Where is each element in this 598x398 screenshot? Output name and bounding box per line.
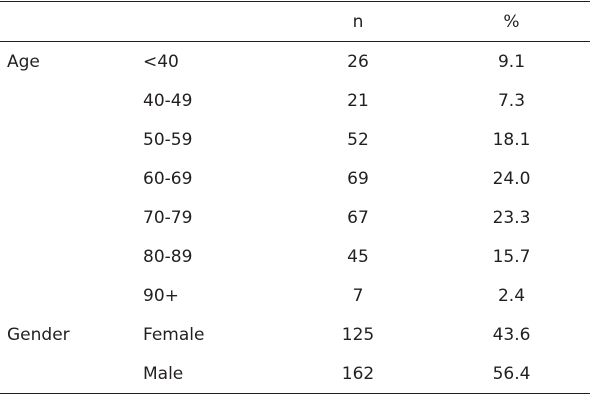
n-cell: 52	[347, 129, 369, 150]
n-cell: 69	[347, 168, 369, 189]
group-cell	[0, 198, 142, 237]
category-cell: 40-49	[143, 90, 193, 111]
group-cell	[0, 276, 142, 315]
header-category-cell	[142, 2, 283, 42]
n-cell: 162	[341, 363, 375, 384]
table-row	[0, 237, 590, 276]
category-cell: 90+	[143, 285, 179, 306]
n-cell: 21	[347, 90, 369, 111]
category-cell: <40	[143, 51, 179, 72]
group-cell	[0, 81, 142, 120]
demographics-table	[0, 1, 590, 394]
header-percent: %	[503, 11, 520, 32]
table-row	[0, 42, 590, 82]
n-cell: 26	[347, 51, 369, 72]
header-group-cell	[0, 2, 142, 42]
percent-cell: 43.6	[492, 324, 531, 345]
category-cell: 70-79	[143, 207, 193, 228]
group-cell	[0, 120, 142, 159]
table-row	[0, 120, 590, 159]
percent-cell: 56.4	[492, 363, 531, 384]
category-cell: 80-89	[143, 246, 193, 267]
percent-cell: 15.7	[492, 246, 531, 267]
percent-cell: 7.3	[497, 90, 526, 111]
table-row	[0, 159, 590, 198]
n-cell: 7	[352, 285, 364, 306]
category-cell: Female	[143, 324, 205, 345]
group-cell	[0, 159, 142, 198]
group-cell: Age	[7, 51, 40, 72]
percent-cell: 23.3	[492, 207, 531, 228]
table-row	[0, 81, 590, 120]
table-header-row	[0, 2, 590, 42]
table-row	[0, 198, 590, 237]
percent-cell: 2.4	[497, 285, 526, 306]
group-cell	[0, 354, 142, 394]
percent-cell: 9.1	[497, 51, 526, 72]
category-cell: Male	[143, 363, 184, 384]
table-row	[0, 354, 590, 394]
table-row	[0, 315, 590, 354]
n-cell: 67	[347, 207, 369, 228]
table-row	[0, 276, 590, 315]
n-cell: 125	[341, 324, 375, 345]
table-body	[0, 42, 590, 394]
percent-cell: 18.1	[492, 129, 531, 150]
percent-cell: 24.0	[492, 168, 531, 189]
n-cell: 45	[347, 246, 369, 267]
category-cell: 50-59	[143, 129, 193, 150]
group-cell: Gender	[7, 324, 70, 345]
category-cell: 60-69	[143, 168, 193, 189]
group-cell	[0, 237, 142, 276]
header-n: n	[352, 11, 364, 32]
